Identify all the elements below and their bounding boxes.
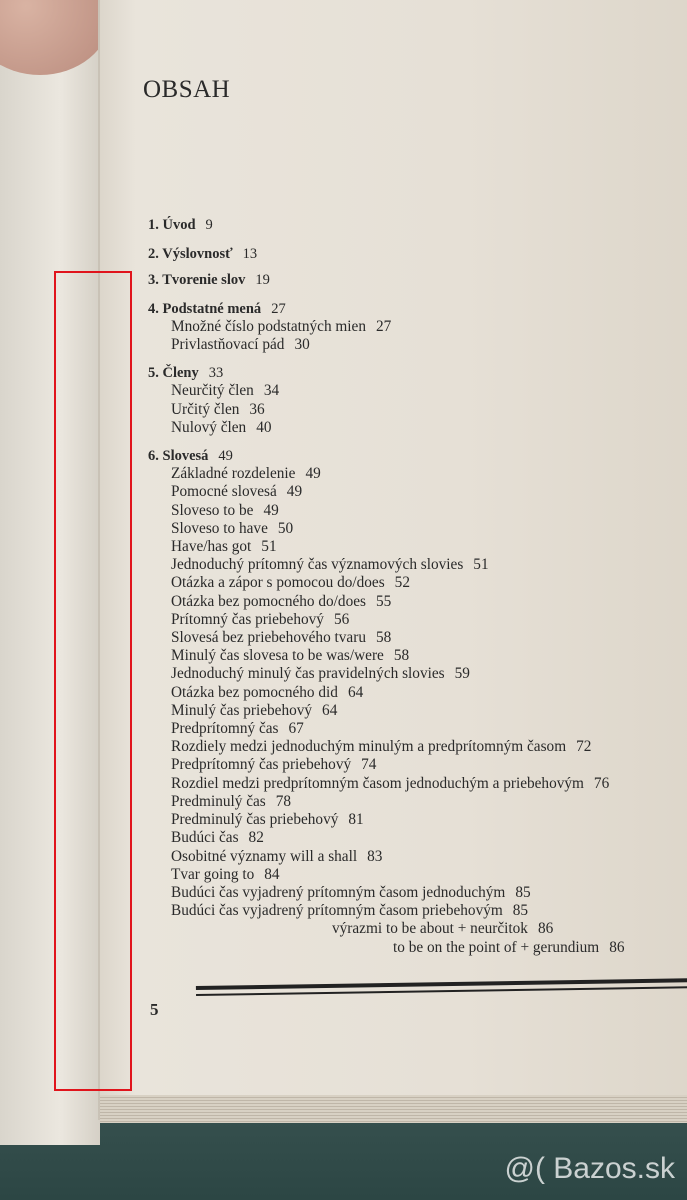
entry-title: Určitý člen (171, 400, 240, 418)
toc-entry (148, 884, 624, 902)
page-number: 5 (150, 1000, 159, 1019)
toc-entry (148, 611, 624, 629)
toc-section-heading (148, 447, 624, 465)
entry-page: 55 (375, 592, 392, 610)
entry-title: Predprítomný čas (171, 720, 279, 738)
entry-title: Minulý čas slovesa to be was/were (171, 647, 384, 665)
entry-title: Sloveso to be (171, 501, 254, 519)
entry-page: 56 (333, 610, 350, 628)
toc-section (148, 364, 624, 437)
toc-entry (148, 920, 624, 938)
entry-title: Množné číslo podstatných mien (171, 317, 366, 335)
section-page: 19 (255, 272, 270, 289)
entry-title: Minulý čas priebehový (171, 701, 313, 719)
entry-page: 30 (294, 336, 310, 354)
toc-entry (148, 483, 624, 501)
toc-section (148, 447, 624, 957)
entry-page: 64 (322, 701, 338, 719)
watermark: @( Bazos.sk (504, 1152, 675, 1185)
page-title: OBSAH (143, 76, 231, 103)
section-title: Tvorenie slov (162, 272, 246, 289)
toc-entry (148, 775, 624, 793)
toc-entry (148, 866, 624, 884)
entry-title: Rozdiel medzi predprítomným časom jednoduchým a priebehovým (171, 774, 584, 792)
entry-page: 86 (537, 920, 554, 938)
toc-section-heading (148, 271, 624, 289)
toc-entry (148, 829, 624, 847)
toc-entry (148, 502, 624, 520)
toc-section (148, 271, 624, 289)
entry-title: Otázka bez pomocného did (171, 683, 338, 701)
table-of-contents (148, 216, 624, 957)
section-title: Podstatné mená (162, 300, 262, 317)
section-title: Členy (162, 365, 199, 382)
toc-entry (148, 756, 624, 774)
toc-entry (148, 401, 624, 419)
entry-title: Sloveso to have (171, 519, 268, 537)
entry-page: 58 (375, 629, 392, 647)
toc-section-heading (148, 300, 624, 318)
section-page: 9 (205, 217, 213, 233)
entry-title: Predminulý čas (171, 792, 266, 810)
toc-entry (148, 629, 624, 647)
toc-entry (148, 419, 624, 437)
section-number: 6. (148, 448, 159, 465)
entry-page: 58 (393, 647, 410, 665)
toc-entry (148, 665, 624, 683)
entry-title: Základné rozdelenie (171, 465, 296, 483)
entry-page: 86 (609, 938, 625, 956)
section-page: 33 (208, 365, 224, 382)
entry-page: 74 (361, 756, 377, 774)
entry-page: 76 (593, 774, 610, 792)
toc-entry (148, 702, 624, 720)
section-number: 2. (148, 246, 159, 263)
section-page: 49 (218, 448, 233, 465)
entry-title: Otázka a zápor s pomocou do/does (171, 574, 385, 592)
entry-page: 67 (288, 720, 304, 738)
toc-entry (148, 848, 624, 866)
toc-entry (148, 902, 624, 920)
toc-entry (148, 382, 624, 400)
section-page: 13 (242, 246, 258, 263)
entry-page: 36 (249, 400, 265, 418)
entry-title: Tvar going to (171, 865, 255, 883)
entry-title: Otázka bez pomocného do/does (171, 592, 366, 610)
toc-entry (148, 939, 624, 957)
entry-page: 40 (256, 418, 272, 436)
entry-page: 81 (348, 811, 364, 829)
entry-title: Budúci čas (171, 829, 239, 847)
entry-title: to be on the point of + gerundium (393, 938, 600, 956)
entry-page: 78 (275, 792, 292, 810)
section-number: 5. (148, 365, 159, 382)
toc-entry (148, 520, 624, 538)
toc-entry (148, 336, 624, 354)
toc-entry (148, 556, 624, 574)
entry-title: Neurčitý člen (171, 382, 254, 400)
entry-page: 72 (576, 738, 592, 756)
toc-entry (148, 538, 624, 556)
section-number: 3. (148, 272, 159, 289)
entry-title: Jednoduchý minulý čas pravidelných slovies (171, 665, 445, 683)
toc-entry (148, 793, 624, 811)
section-title: Úvod (162, 217, 196, 233)
entry-title: Budúci čas vyjadrený prítomným časom jednoduchým (171, 883, 506, 901)
entry-title: Nulový člen (171, 418, 247, 436)
toc-section (148, 216, 624, 234)
section-page: 27 (271, 300, 286, 317)
entry-page: 59 (454, 665, 470, 683)
entry-page: 49 (263, 501, 279, 519)
entry-title: Jednoduchý prítomný čas významových slovies (171, 556, 464, 574)
entry-page: 85 (512, 902, 529, 920)
toc-entry (148, 574, 624, 592)
entry-page: 50 (277, 519, 294, 537)
toc-section-heading (148, 245, 624, 263)
entry-page: 52 (394, 574, 410, 592)
entry-page: 49 (305, 465, 321, 483)
section-number: 4. (148, 300, 159, 317)
toc-entry (148, 593, 624, 611)
entry-page: 83 (367, 847, 383, 865)
toc-section (148, 300, 624, 355)
toc-entry (148, 811, 624, 829)
toc-entry (148, 720, 624, 738)
toc-entry (148, 465, 624, 483)
section-number: 1. (148, 217, 159, 233)
entry-title: Slovesá bez priebehového tvaru (171, 629, 366, 647)
entry-title: výrazmi to be about + neurčitok (332, 920, 528, 938)
entry-page: 84 (264, 865, 280, 883)
highlight-rectangle (54, 271, 132, 1091)
entry-page: 82 (248, 829, 264, 847)
entry-title: Privlastňovací pád (171, 336, 285, 354)
toc-section-heading (148, 364, 624, 382)
entry-title: Predprítomný čas priebehový (171, 756, 352, 774)
toc-entry (148, 738, 624, 756)
toc-entry (148, 647, 624, 665)
page-edges (100, 1095, 687, 1123)
entry-title: Budúci čas vyjadrený prítomným časom priebehovým (171, 902, 503, 920)
entry-title: Have/has got (171, 538, 252, 556)
entry-title: Prítomný čas priebehový (171, 610, 324, 628)
entry-page: 27 (376, 317, 392, 335)
entry-title: Osobitné významy will a shall (171, 847, 358, 865)
entry-page: 51 (261, 538, 277, 556)
entry-page: 64 (347, 683, 364, 701)
entry-page: 85 (515, 883, 531, 901)
toc-section-heading (148, 216, 624, 234)
entry-page: 34 (263, 382, 280, 400)
section-title: Výslovnosť (162, 246, 233, 263)
entry-title: Rozdiely medzi jednoduchým minulým a predprítomným časom (171, 738, 567, 756)
section-title: Slovesá (162, 448, 209, 465)
toc-entry (148, 318, 624, 336)
toc-entry (148, 684, 624, 702)
entry-page: 51 (473, 556, 489, 574)
entry-title: Pomocné slovesá (171, 483, 277, 501)
entry-title: Predminulý čas priebehový (171, 811, 339, 829)
toc-section (148, 245, 624, 263)
entry-page: 49 (286, 483, 303, 501)
